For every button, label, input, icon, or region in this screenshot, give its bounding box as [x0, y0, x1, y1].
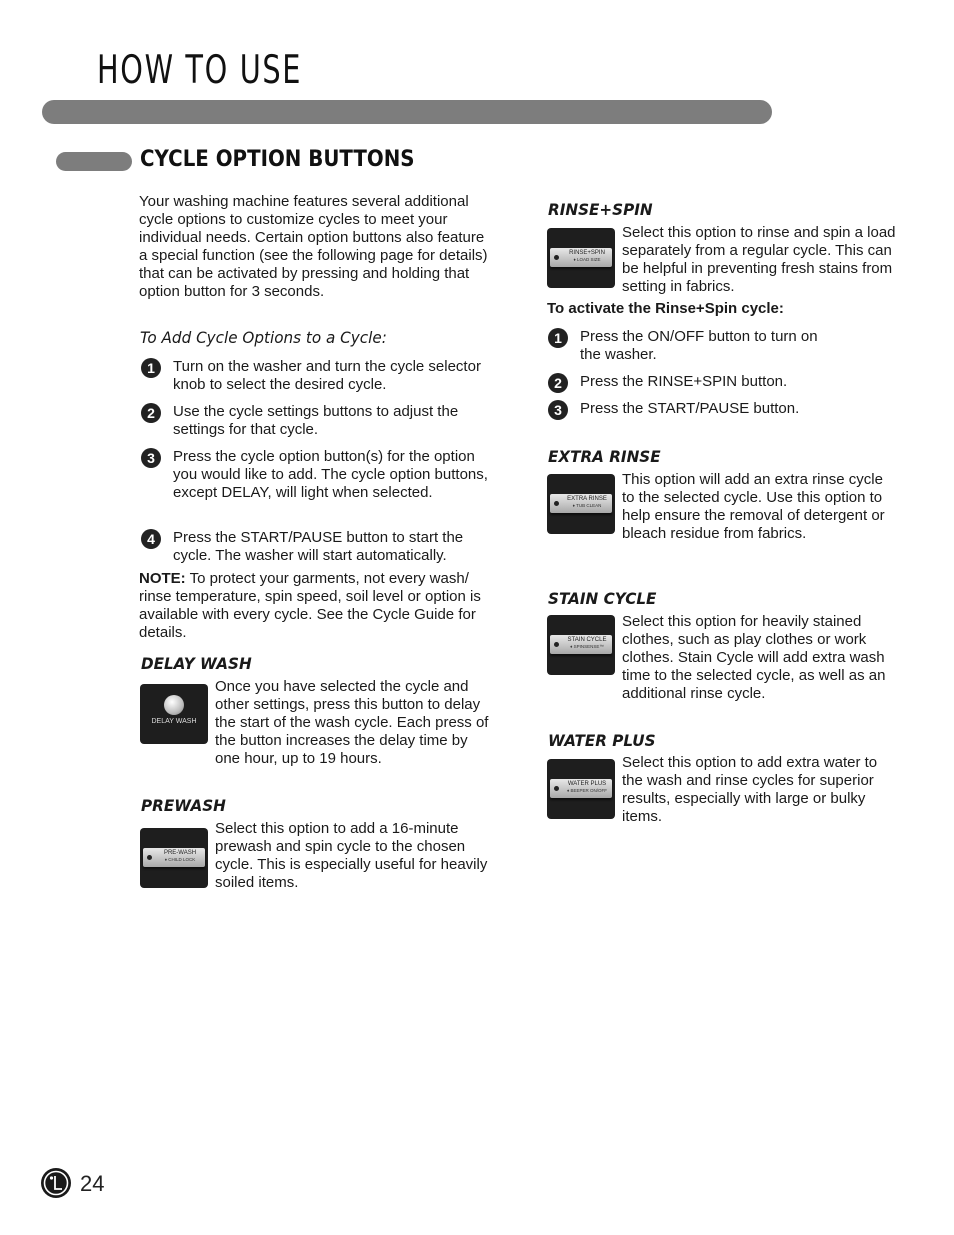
extra-rinse-button-label: EXTRA RINSE — [567, 496, 607, 502]
extra-rinse-description: This option will add an extra rinse cycle to the selected cycle. Use this option to help ensure the removal of detergent or bleach residue from fabrics. — [622, 471, 885, 542]
water-plus-heading: WATER PLUS — [548, 731, 656, 750]
indicator-dot-icon — [554, 255, 559, 260]
delay-wash-button-image — [140, 684, 208, 744]
prewash-button-image — [140, 828, 208, 888]
note-label: NOTE: — [139, 570, 186, 587]
rinse-spin-activate-heading: To activate the Rinse+Spin cycle: — [547, 300, 784, 317]
page-title: HOW TO USE — [97, 48, 303, 93]
extra-rinse-button-sublabel: ♦ TUB CLEAN — [572, 503, 602, 508]
add-step-2 — [141, 403, 491, 439]
step-number: 2 — [141, 403, 161, 423]
add-options-heading-text: To Add Cycle Options to a Cycle — [140, 328, 382, 347]
add-step-3 — [141, 448, 491, 502]
title-bar — [42, 100, 772, 124]
indicator-dot-icon — [147, 855, 152, 860]
prewash-button-sublabel: ♦ CHILD LOCK — [164, 857, 196, 862]
lg-logo-icon — [40, 1167, 72, 1199]
rinse-step-2 — [548, 373, 848, 393]
prewash-description: Select this option to add a 16-minute prewash and spin cycle to the chosen cycle. This is especially useful for heavily soiled items. — [215, 820, 488, 891]
step-number: 2 — [548, 373, 568, 393]
add-options-heading — [140, 328, 387, 347]
rinse-spin-heading: RINSE+SPIN — [548, 200, 653, 219]
rinse-step-1 — [548, 328, 848, 364]
rinse-spin-button-sublabel: ♦ LOAD SIZE — [573, 257, 601, 262]
delay-wash-heading: DELAY WASH — [141, 654, 252, 673]
delay-led-icon — [164, 695, 184, 715]
prewash-heading: PREWASH — [141, 796, 226, 815]
step-text: Press the cycle option button(s) for the option you would like to add. The cycle option buttons, except DELAY, will light when selected. — [173, 448, 488, 501]
section-pill — [56, 152, 132, 171]
water-plus-button-image — [547, 759, 615, 819]
extra-rinse-button-image — [547, 474, 615, 534]
step-text: Press the RINSE+SPIN button. — [580, 373, 788, 390]
note-paragraph — [139, 570, 494, 642]
step-text: Press the START/PAUSE button. — [580, 400, 800, 417]
step-text: Turn on the washer and turn the cycle selector knob to select the desired cycle. — [173, 358, 481, 393]
extra-rinse-heading: EXTRA RINSE — [548, 447, 661, 466]
step-number: 4 — [141, 529, 161, 549]
stain-cycle-button-label: STAIN CYCLE — [567, 637, 607, 643]
prewash-button-plate — [143, 848, 205, 867]
rinse-spin-button-label: RINSE+SPIN — [569, 250, 605, 256]
add-step-4 — [141, 529, 491, 565]
step-number: 1 — [141, 358, 161, 378]
stain-cycle-description: Select this option for heavily stained clothes, such as play clothes or work clothes. Stain Cycle will add extra wash time to the selected cycle, as well as an additional rinse cycle. — [622, 613, 886, 702]
add-step-1 — [141, 358, 491, 394]
water-plus-button-sublabel: ♦ BEEPER ON/OFF — [566, 788, 608, 793]
extra-rinse-button-plate — [550, 494, 612, 513]
intro-paragraph: Your washing machine features several additional cycle options to customize cycles to meet your individual needs. Certain option buttons also feature a special function (see the following page for details) that can be activated by pressing and holding that option button for 3 seconds. — [139, 193, 488, 300]
add-options-heading-colon: : — [381, 328, 387, 347]
stain-cycle-heading: STAIN CYCLE — [548, 589, 657, 608]
water-plus-button-label: WATER PLUS — [567, 781, 607, 787]
prewash-button-label: PRE-WASH — [163, 850, 197, 856]
step-number: 3 — [141, 448, 161, 468]
water-plus-description: Select this option to add extra water to the wash and rinse cycles for superior results, especially with large or bulky items. — [622, 754, 878, 825]
indicator-dot-icon — [554, 642, 559, 647]
stain-cycle-button-plate — [550, 635, 612, 654]
rinse-spin-description: Select this option to rinse and spin a load separately from a regular cycle. This can be helpful in preventing fresh stains from setting in fabrics. — [622, 224, 896, 295]
delay-wash-description: Once you have selected the cycle and other settings, press this button to delay the start of the wash cycle. Each press of the button increases the delay time by one hour, up to 19 hours. — [215, 678, 489, 767]
step-number: 1 — [548, 328, 568, 348]
delay-wash-button-label: DELAY WASH — [151, 718, 197, 725]
step-text: Press the ON/OFF button to turn on the washer. — [580, 328, 818, 363]
page-number: 24 — [80, 1171, 105, 1196]
rinse-spin-button-image — [547, 228, 615, 288]
step-text: Press the START/PAUSE button to start the cycle. The washer will start automatically. — [173, 529, 464, 564]
section-title: CYCLE OPTION BUTTONS — [140, 147, 415, 172]
indicator-dot-icon — [554, 786, 559, 791]
water-plus-button-plate — [550, 779, 612, 798]
indicator-dot-icon — [554, 501, 559, 506]
rinse-step-3 — [548, 400, 848, 420]
step-text: Use the cycle settings buttons to adjust the settings for that cycle. — [173, 403, 459, 438]
stain-cycle-button-image — [547, 615, 615, 675]
rinse-spin-button-plate — [550, 248, 612, 267]
step-number: 3 — [548, 400, 568, 420]
stain-cycle-button-sublabel: ♦ SPINSENSE™ — [570, 644, 604, 649]
note-text: To protect your garments, not every wash/ rinse temperature, spin speed, soil level or option is available with every cycle. See the Cycle Guide for details. — [139, 570, 481, 641]
